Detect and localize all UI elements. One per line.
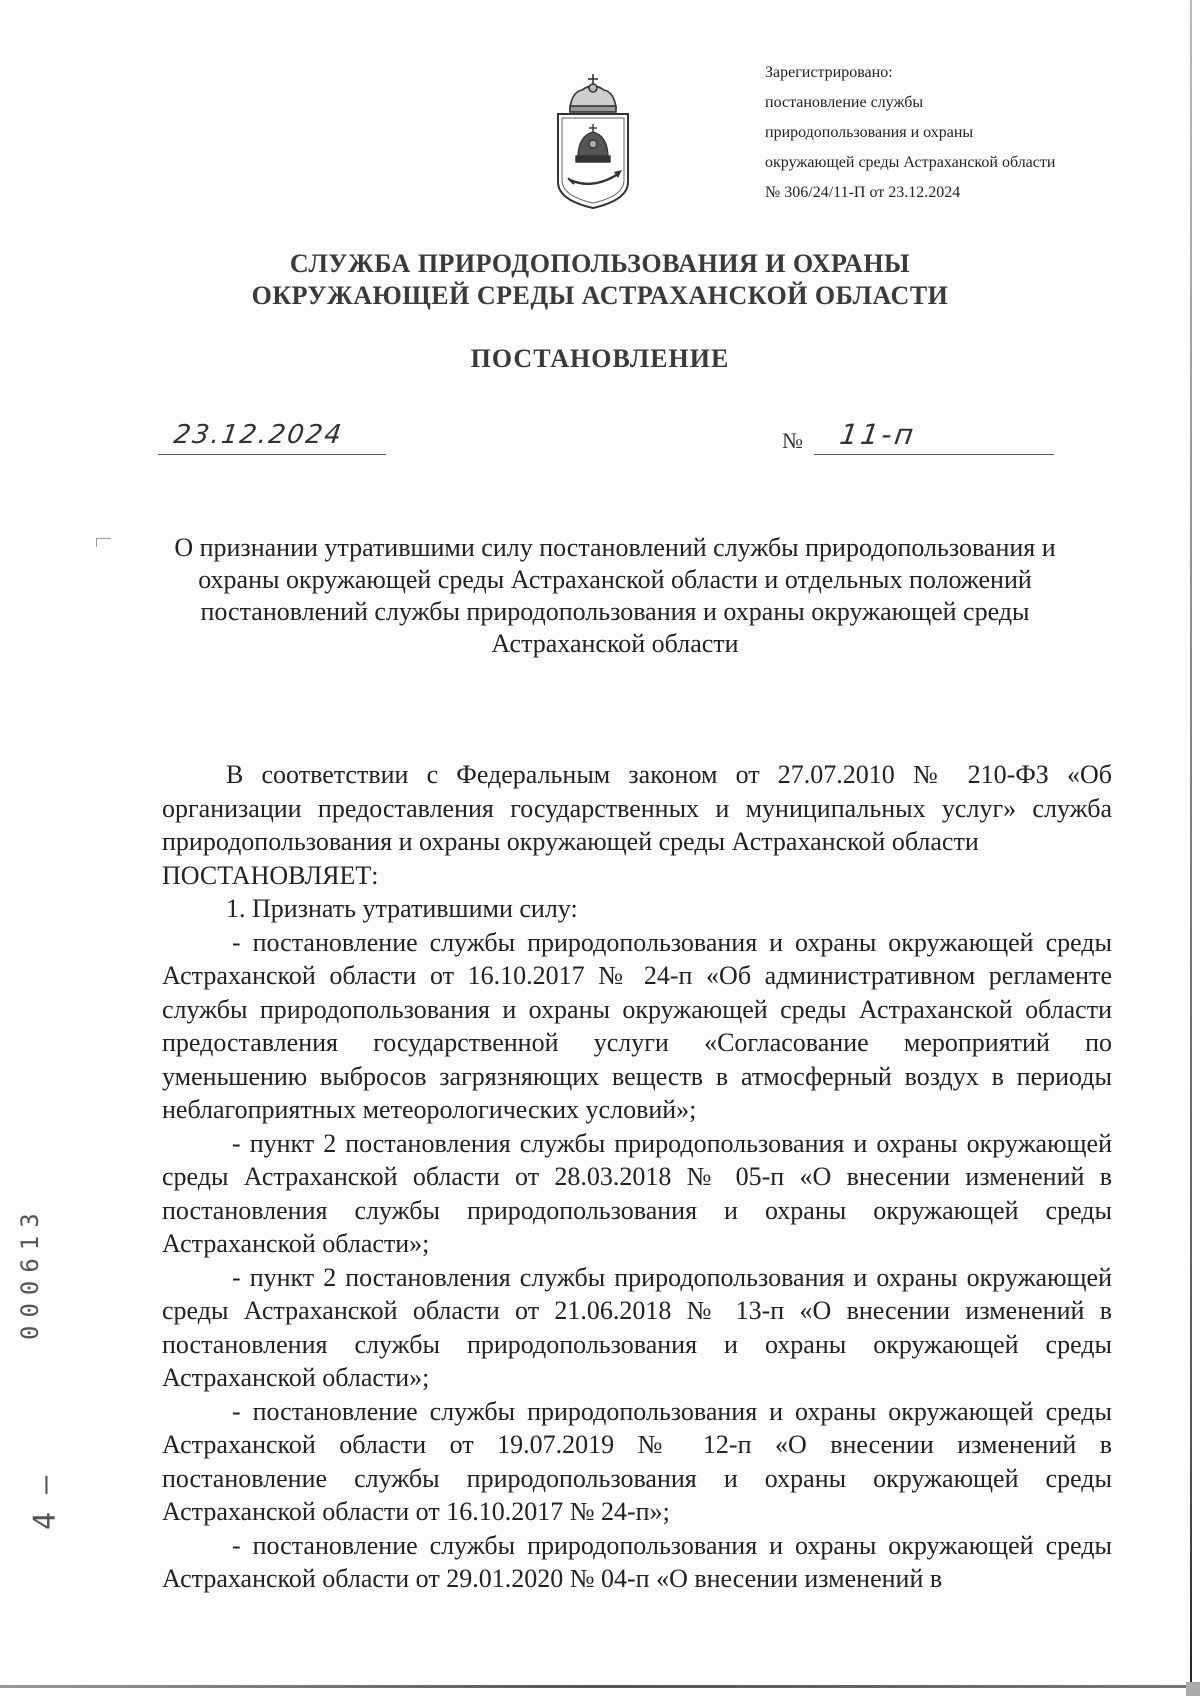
subitem-paragraph: - постановление службы природопользования и охраны окружающей среды Астраханской области от 19.07.2019 № 12-п «О внесении изменений в постановление службы природопользования и охраны окружающей среды Астраханской области от 16.10.2017 № 24-п»; <box>162 1396 1112 1526</box>
agency-title-line-2: ОКРУЖАЮЩЕЙ СРЕДЫ АСТРАХАНСКОЙ ОБЛАСТИ <box>251 281 949 310</box>
decree-word: ПОСТАНОВЛЯЕТ: <box>162 860 379 890</box>
registration-stamp <box>765 58 1185 208</box>
document-date: 23.12.2024 <box>171 420 345 450</box>
number-label: № <box>782 428 803 453</box>
registration-line: № 306/24/11-П от 23.12.2024 <box>765 184 961 201</box>
document-number: 11-п <box>837 418 919 451</box>
document-date-field <box>158 420 386 455</box>
registration-line: природопользования и охраны <box>765 124 974 141</box>
document-body <box>162 758 1112 1596</box>
corner-mark <box>96 538 111 547</box>
scan-edge-corner <box>1186 1682 1200 1696</box>
document-type: ПОСТАНОВЛЕНИЕ <box>470 344 730 373</box>
document-number-field <box>814 420 1054 455</box>
item-1: 1. Признать утратившими силу: <box>226 894 578 923</box>
registration-line: окружающей среды Астраханской области <box>765 154 1056 171</box>
registration-line: постановление службы <box>765 94 924 111</box>
preamble-paragraph: В соответствии с Федеральным законом от 27.07.2010 № 210-ФЗ «Об организации предоставления государственных и муниципальных услуг» служба природопользования и охраны окружающей среды Астраханской области <box>162 760 1112 856</box>
subitem-paragraph: - постановление службы природопользования и охраны окружающей среды Астраханской области от 29.01.2020 № 04-п «О внесении изменений в <box>162 1530 1112 1593</box>
scan-edge-right <box>1190 0 1192 1696</box>
subitem-paragraph: - пункт 2 постановления службы природопользования и охраны окружающей среды Астраханской области от 28.03.2018 № 05-п «О внесении изменений в постановления службы природопользования и охраны окружающей среды Астраханской области»; <box>162 1128 1112 1258</box>
document-subject: О признании утратившими силу постановлений службы природопользования и охраны окружающей среды Астраханской области и отдельных положений постановлений службы природопользования и охраны окружающей среды Астраханской области <box>174 533 1056 658</box>
margin-page-mark: 4 — <box>28 1475 63 1530</box>
margin-serial-number: 000613 <box>16 1205 44 1340</box>
agency-title <box>150 248 1050 312</box>
subitem-paragraph: - пункт 2 постановления службы природопользования и охраны окружающей среды Астраханской области от 21.06.2018 № 13-п «О внесении изменений в постановления службы природопользования и охраны окружающей среды Астраханской области»; <box>162 1262 1112 1392</box>
coat-of-arms-icon <box>548 72 638 212</box>
registration-line: Зарегистрировано: <box>765 64 893 81</box>
subitem-paragraph: - постановление службы природопользования и охраны окружающей среды Астраханской области от 16.10.2017 № 24-п «Об административном регламенте службы природопользования и охраны окружающей среды Астраханской области предоставления государственной услуги «Согласование мероприятий по уменьшению выбросов загрязняющих веществ в атмосферный воздух в периоды неблагоприятных метеорологических условий»; <box>162 927 1112 1124</box>
agency-title-line-1: СЛУЖБА ПРИРОДОПОЛЬЗОВАНИЯ И ОХРАНЫ <box>289 249 911 278</box>
scan-edge-bottom <box>0 1685 1200 1688</box>
